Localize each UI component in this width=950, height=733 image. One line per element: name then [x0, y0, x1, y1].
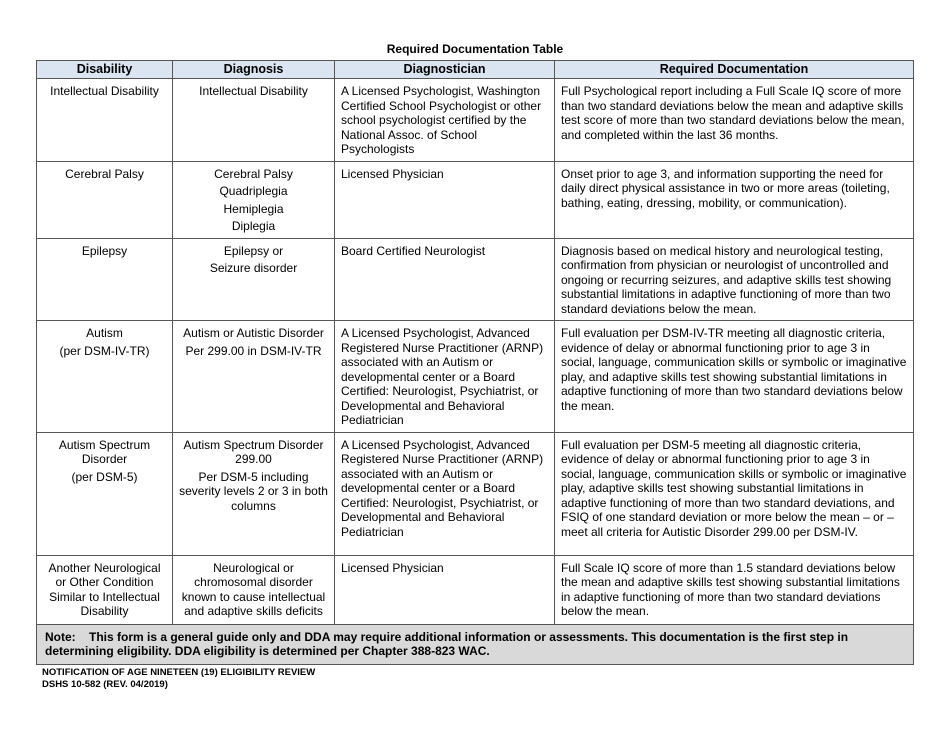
- column-header-diagnostician: Diagnostician: [335, 61, 555, 79]
- diagnostician-cell: Licensed Physician: [335, 161, 555, 238]
- diagnosis-cell: [173, 79, 335, 162]
- table-row: [37, 161, 914, 238]
- table-header-row: [37, 61, 914, 79]
- disability-cell: [37, 79, 173, 162]
- diagnosis-text: Diplegia: [231, 219, 276, 233]
- form-footer: [42, 667, 315, 691]
- diagnosis-cell: [173, 555, 335, 624]
- note-label: Note:: [45, 629, 76, 644]
- diagnosis-text: Seizure disorder: [209, 261, 298, 275]
- diagnosis-cell: [173, 321, 335, 433]
- diagnosis-text: Per DSM-5 including severity levels 2 or 3 in both columns: [179, 469, 328, 513]
- disability-text: Intellectual Disability: [50, 84, 159, 98]
- diagnosis-text: Quadriplegia: [219, 184, 288, 198]
- documentation-cell: Full Psychological report including a Full Scale IQ score of more than two standard deviations below the mean and adaptive skills test score of more than two standard deviations below the mean, and completed within the last 36 months.: [555, 79, 914, 162]
- documentation-cell: Onset prior to age 3, and information supporting the need for daily direct physical assistance in two or more areas (toileting, bathing, eating, dressing, mobility, or communication).: [555, 161, 914, 238]
- table-row: [37, 432, 914, 555]
- column-header-disability: Disability: [37, 61, 173, 79]
- diagnosis-text: Epilepsy or: [223, 243, 284, 258]
- table-row: [37, 238, 914, 321]
- disability-cell: [37, 555, 173, 624]
- diagnosis-text: Neurological or chromosomal disorder known to cause intellectual and adaptive skills deficits: [181, 560, 326, 618]
- column-header-diagnosis: Diagnosis: [173, 61, 335, 79]
- disability-cell: [37, 238, 173, 321]
- note-text: This form is a general guide only and DDA may require additional information or assessments. This documentation is the first step in determining eligibility. DDA eligibility is determined per Chapter 388-823 WAC.: [45, 629, 849, 658]
- diagnosis-text: Intellectual Disability: [199, 84, 308, 98]
- documentation-cell: Diagnosis based on medical history and neurological testing, confirmation from physician or neurologist of uncontrolled and ongoing or recurring seizures, and adaptive skills test showing substantial limitations in adaptive functioning of more than two standard deviations below the mean.: [555, 238, 914, 321]
- disability-text: (per DSM-IV-TR): [59, 343, 150, 358]
- table-row: [37, 555, 914, 624]
- diagnosis-cell: [173, 432, 335, 555]
- form-number: DSHS 10-582 (REV. 04/2019): [42, 679, 168, 690]
- documentation-table: [36, 60, 914, 665]
- form-title: NOTIFICATION OF AGE NINETEEN (19) ELIGIBILITY REVIEW: [42, 667, 316, 678]
- disability-text: Epilepsy: [81, 243, 128, 258]
- disability-text: Cerebral Palsy: [65, 166, 144, 181]
- diagnosis-cell: [173, 161, 335, 238]
- diagnosis-text: Cerebral Palsy: [214, 166, 293, 181]
- diagnostician-cell: A Licensed Psychologist, Advanced Registered Nurse Practitioner (ARNP) associated with an Autism or developmental center or a Board Certified: Neurologist, Psychiatrist, or Developmental and Behavioral Pediatrician: [335, 321, 555, 433]
- documentation-cell: Full evaluation per DSM-IV-TR meeting all diagnostic criteria, evidence of delay or abnormal functioning prior to age 3 in social, language, communication skills or symbolic or imaginative play, and adaptive skills test showing substantial limitations in adaptive functioning of more than two standard deviations below the mean.: [555, 321, 914, 433]
- diagnostician-cell: A Licensed Psychologist, Advanced Registered Nurse Practitioner (ARNP) associated with an Autism or developmental center or a Board Certified: Neurologist, Psychiatrist, or Developmental and Behavioral Pediatrician: [335, 432, 555, 555]
- column-header-required-documentation: Required Documentation: [555, 61, 914, 79]
- diagnosis-text: Autism Spectrum Disorder 299.00: [183, 437, 324, 466]
- table-row: [37, 79, 914, 162]
- disability-text: Autism: [86, 326, 123, 340]
- diagnostician-cell: Licensed Physician: [335, 555, 555, 624]
- disability-text: (per DSM-5): [71, 469, 138, 484]
- diagnosis-cell: [173, 238, 335, 321]
- disability-text: Autism Spectrum Disorder: [58, 437, 151, 466]
- diagnosis-text: Per 299.00 in DSM-IV-TR: [185, 343, 322, 358]
- documentation-cell: Full Scale IQ score of more than 1.5 standard deviations below the mean and adaptive skills test showing substantial limitations in adaptive functioning of more than two standard deviations below the mean.: [555, 555, 914, 624]
- note-cell: [37, 624, 914, 664]
- documentation-cell: Full evaluation per DSM-5 meeting all diagnostic criteria, evidence of delay or abnormal functioning prior to age 3 in social, language, communication skills or symbolic or imaginative play, adaptive skills test showing substantial limitations in adaptive functioning of more than two standard deviations, and FSIQ of one standard deviation or more below the mean – or – meet all criteria for Autistic Disorder 299.00 per DSM-IV.: [555, 432, 914, 555]
- page-title: Required Documentation Table: [386, 42, 564, 56]
- table-row: [37, 321, 914, 433]
- disability-text: Another Neurological or Other Condition Similar to Intellectual Disability: [48, 560, 161, 618]
- disability-cell: [37, 321, 173, 433]
- note-row: [37, 624, 914, 664]
- disability-cell: [37, 432, 173, 555]
- diagnostician-cell: A Licensed Psychologist, Washington Certified School Psychologist or other school psychologist certified by the National Assoc. of School Psychologists: [335, 79, 555, 162]
- diagnosis-text: Autism or Autistic Disorder: [183, 326, 324, 340]
- diagnosis-text: Hemiplegia: [223, 201, 284, 216]
- disability-cell: [37, 161, 173, 238]
- diagnostician-cell: Board Certified Neurologist: [335, 238, 555, 321]
